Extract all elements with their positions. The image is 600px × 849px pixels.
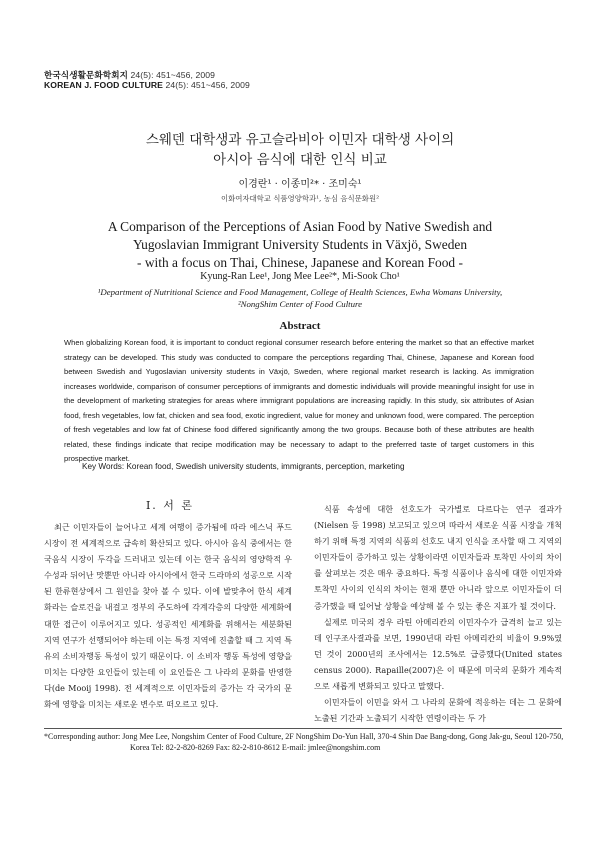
title-ko <box>0 130 600 170</box>
corresponding-line-2: Korea Tel: 82-2-820-8269 Fax: 82-2-810-8612 E-mail: jmlee@nongshim.com <box>130 743 381 752</box>
abstract-heading: Abstract <box>279 320 321 332</box>
title-en-line-1: A Comparison of the Perceptions of Asian Food by Native Swedish and <box>107 219 493 234</box>
journal-volume-en: 24(5): 451~456, 2009 <box>165 80 250 90</box>
affiliation-en <box>60 286 540 310</box>
paragraph: 이민자들이 이민을 와서 그 나라의 문화에 적응하는 데는 그 문화에 노출된 기간과 노출되기 시작한 연령이라는 두 가 <box>314 697 562 724</box>
abstract-body <box>64 336 534 467</box>
title-en <box>0 218 600 272</box>
affiliation-ko: 이화여자대학교 식품영양학과¹, 농심 음식문화원² <box>220 194 380 203</box>
keywords <box>82 462 542 471</box>
corresponding-author-note <box>44 731 574 753</box>
title-en-line-3: - with a focus on Thai, Chinese, Japanese and Korean Food - <box>137 255 463 270</box>
journal-name-en: KOREAN J. FOOD CULTURE <box>44 80 164 90</box>
title-ko-line-2: 아시아 음식에 대한 인식 비교 <box>213 152 387 168</box>
authors-en: Kyung-Ran Lee¹, Jong Mee Lee²*, Mi-Sook Cho¹ <box>200 271 400 282</box>
body-column-left <box>44 519 292 712</box>
title-ko-line-1: 스웨덴 대학생과 유고슬라비아 이민자 대학생 사이의 <box>145 132 455 148</box>
journal-volume-ko: 24(5): 451~456, 2009 <box>130 70 215 80</box>
abstract-text: When globalizing Korean food, it is important to conduct regional consumer research before entering the market so that an effective market strategy can be developed. This study was conducted to compare the perceptions regarding Thai, Chinese, Japanese and Korean food between Swedish and Yugoslavian university students in Växjö, Sweden, where regional market research is lacking. As immigration increases worldwide, comparison of consumer perceptions of immigrants and domestic individuals will provide meaningful insight for use in the development of marketing strategies for areas where immigrant populations are increasing rapidly. In this study, six attributes of Asian food, fresh vegetables, low fat, chicken and sea food, exotic ingredient, value for money and unknown food, were compared. The perception of fresh vegetables and low fat of Chinese food differed significantly among the two groups. Because both of these attributes are health related, these findings indicate that recipe modification may be necessary to adapt to the preferred taste of target customers in this prospective market. <box>64 338 534 464</box>
journal-header-en <box>44 80 250 90</box>
affiliation-en-line-1: ¹Department of Nutritional Science and Food Management, College of Health Sciences, Ewha Womans University, <box>97 287 503 297</box>
footnote-rule <box>44 728 562 729</box>
paragraph: 실제로 미국의 경우 라틴 아메리칸의 이민자수가 급격히 늘고 있는데 인구조사결과를 보면, 1990년대 라틴 아메리칸의 비율이 9.9%였던 것이 2000년의 조사에서는 12.5%로 급증했다(United states census 2000). Rapaille(2007)은 이 때문에 미국의 문화가 계속적으로 새롭게 변화되고 있다고 말했다. <box>314 616 562 692</box>
paragraph: 최근 이민자들이 늘어나고 세계 여행이 증가됨에 따라 에스닉 푸드 시장이 전 세계적으로 급속히 확산되고 있다. 아시아 음식 중에서는 한국음식 시장이 두각을 드러내고 있는데 이는 한국 음식의 영양학적 우수성과 뒤어난 맛뿐만 아니라 아시아에서 한국 드라마의 성공으로 시작된 한류현상에서 그 원인을 찾아 볼 수 있다. 이에 발맞추어 한식 세계화라는 슬로건을 내걸고 정부의 주도하에 각계각층의 다양한 세계화에 대한 접근이 이루어지고 있다. 성공적인 세계화를 위해서는 세분화된 지역 연구가 선행되어야 하는데 이는 특정 지역에 진출할 때 그 지역 특유의 소비자행동 특성이 있기 때문이다. 이 소비자 행동 특성에 영향을 미치는 다양한 요인들이 있는데 이 요인들은 그 나라의 문화를 반영한다(de Mooij 1998). 전 세계적으로 이민자들의 증가는 각 국가의 문화에 영향을 미치는 새로운 변수로 떠오르고 있다. <box>44 522 292 710</box>
corresponding-line-1: *Corresponding author: Jong Mee Lee, Nongshim Center of Food Culture, 2F NongShim Do-Yun Hall, 370-4 Shin Dae Bang-dong, Gong Jak-gu, Seoul 120-750, <box>44 732 564 741</box>
authors-ko: 이경란¹ · 이종미²* · 조미숙¹ <box>238 179 362 190</box>
title-en-line-2: Yugoslavian Immigrant University Students in Växjö, Sweden <box>132 237 468 252</box>
keywords-list: Korean food, Swedish university students, immigrants, perception, marketing <box>126 462 405 471</box>
keywords-label: Key Words: <box>82 462 125 471</box>
journal-name-ko: 한국식생활문화학회지 <box>44 70 129 80</box>
body-column-right <box>314 501 562 726</box>
paragraph: 식품 속성에 대한 선호도가 국가별로 다르다는 연구 결과가(Nielsen 등 1998) 보고되고 있으며 따라서 새로운 식품 시장을 개척하기 위해 특정 지역의 식품의 선호도 내지 인식을 조사할 때 그 지역의 이민자들이 증가하고 있는 상황이라면 이민자들과 토착민 사이의 차이를 살펴보는 것은 매우 중요하다. 특정 식품이나 음식에 대한 이민자와 토착민 사이의 인식의 차이는 현재 뿐만 아니라 앞으로 이민자들이 더 증가했을 때 일어날 상황을 예상해 볼 수 있는 좋은 지표가 될 것이다. <box>314 504 562 611</box>
section-heading-introduction: I. 서 론 <box>145 499 195 512</box>
affiliation-en-line-2: ²NongShim Center of Food Culture <box>238 299 362 309</box>
